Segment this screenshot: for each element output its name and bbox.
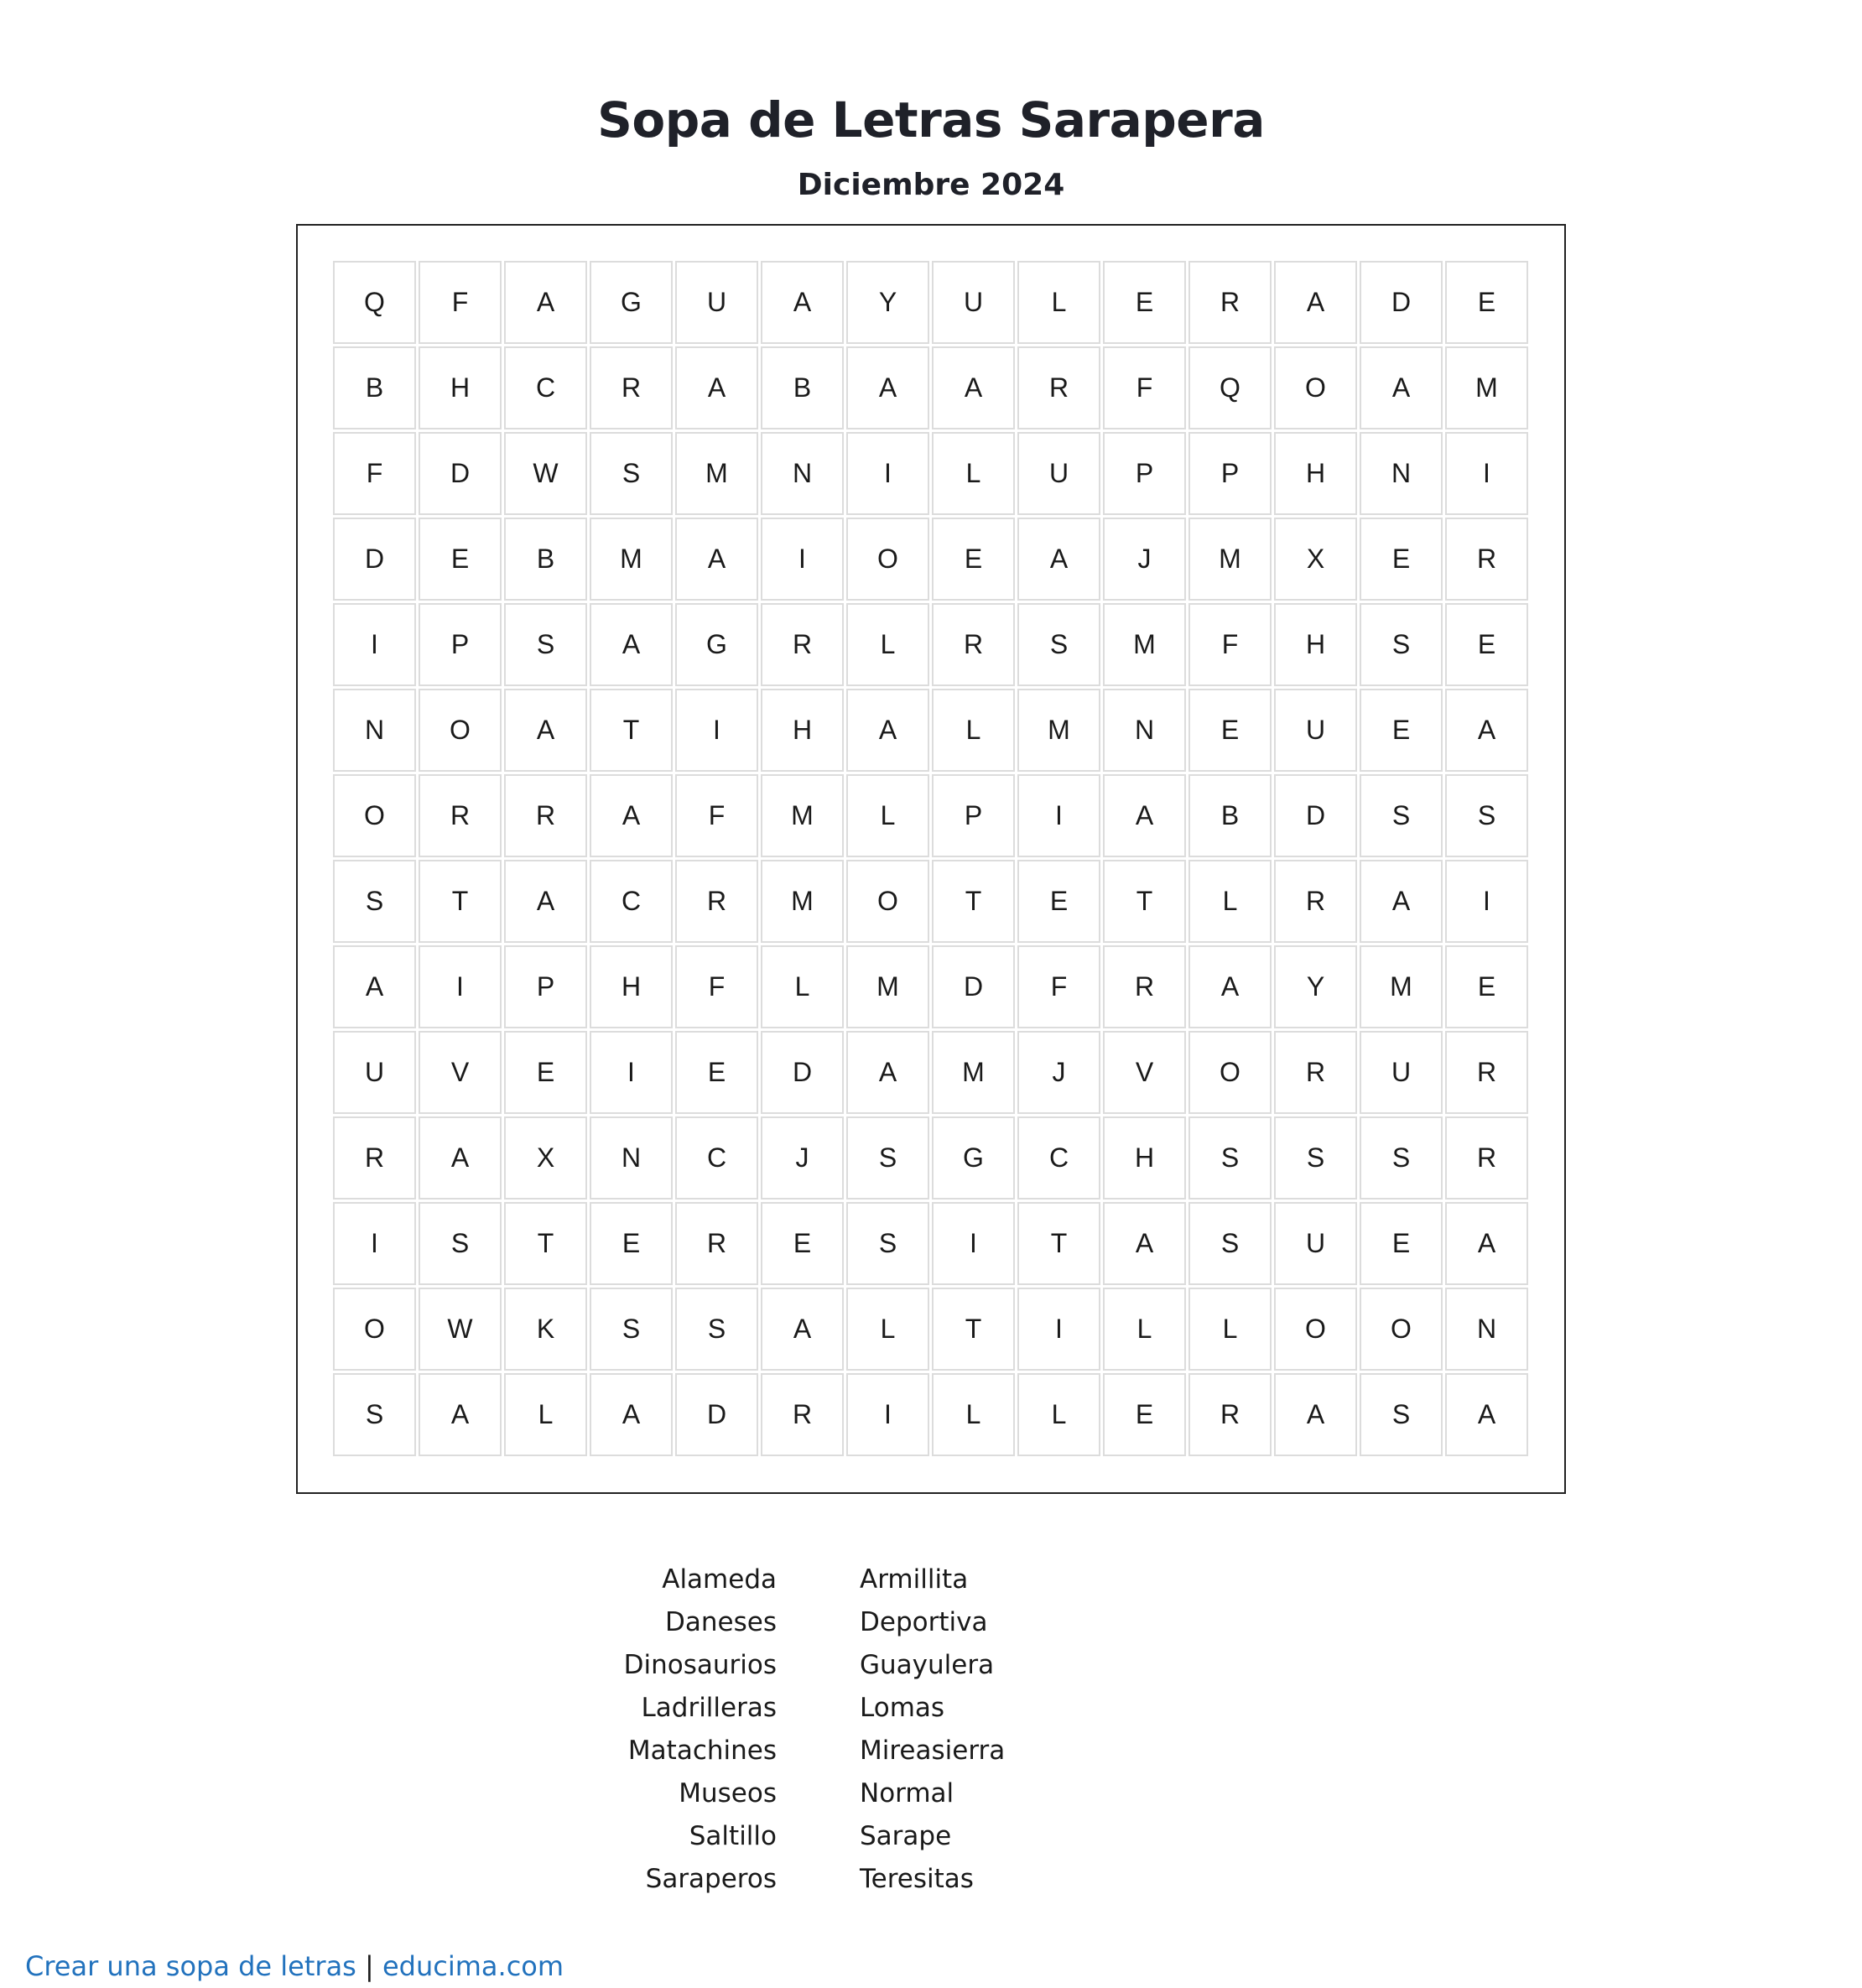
letter-cell[interactable]: H [419, 346, 502, 429]
letter-cell[interactable]: A [504, 689, 587, 772]
letter-cell[interactable]: N [1103, 689, 1186, 772]
letter-cell[interactable]: S [1188, 1116, 1272, 1200]
letter-cell[interactable]: L [932, 432, 1015, 515]
letter-cell[interactable]: I [1017, 774, 1100, 857]
letter-cell[interactable]: S [333, 1373, 416, 1456]
letter-cell[interactable]: R [419, 774, 502, 857]
letter-cell[interactable]: V [1103, 1031, 1186, 1114]
letter-cell[interactable]: H [1274, 432, 1357, 515]
letter-cell[interactable]: T [590, 689, 673, 772]
letter-cell[interactable]: U [1274, 689, 1357, 772]
letter-cell[interactable]: N [761, 432, 844, 515]
letter-cell[interactable]: M [932, 1031, 1015, 1114]
letter-cell[interactable]: S [1360, 603, 1443, 686]
letter-cell[interactable]: K [504, 1288, 587, 1371]
letter-cell[interactable]: A [590, 603, 673, 686]
letter-cell[interactable]: E [1103, 261, 1186, 344]
letter-cell[interactable]: F [1017, 945, 1100, 1028]
letter-cell[interactable]: E [419, 518, 502, 601]
letter-cell[interactable]: E [1445, 945, 1528, 1028]
letter-cell[interactable]: E [1103, 1373, 1186, 1456]
letter-cell[interactable]: H [761, 689, 844, 772]
letter-cell[interactable]: A [1103, 774, 1186, 857]
letter-cell[interactable]: C [590, 860, 673, 943]
letter-cell[interactable]: A [846, 1031, 929, 1114]
letter-cell[interactable]: S [590, 432, 673, 515]
letter-cell[interactable]: L [1188, 1288, 1272, 1371]
letter-cell[interactable]: O [1274, 1288, 1357, 1371]
letter-cell[interactable]: E [1360, 689, 1443, 772]
letter-cell[interactable]: P [419, 603, 502, 686]
letter-cell[interactable]: L [1103, 1288, 1186, 1371]
word-list-item: Saltillo [689, 1821, 777, 1851]
letter-cell[interactable]: R [675, 860, 758, 943]
letter-cell[interactable]: A [675, 518, 758, 601]
letter-cell[interactable]: I [932, 1202, 1015, 1285]
letter-cell[interactable]: A [504, 860, 587, 943]
letter-cell[interactable]: B [333, 346, 416, 429]
letter-cell[interactable]: F [675, 774, 758, 857]
letter-cell[interactable]: E [1360, 518, 1443, 601]
letter-cell[interactable]: Y [1274, 945, 1357, 1028]
word-list-left-column [624, 1559, 777, 1901]
letter-cell[interactable]: D [419, 432, 502, 515]
letter-cell[interactable]: R [1188, 261, 1272, 344]
letter-cell[interactable]: X [504, 1116, 587, 1200]
letter-cell[interactable]: V [419, 1031, 502, 1114]
letter-cell[interactable]: R [761, 1373, 844, 1456]
letter-cell[interactable]: D [1274, 774, 1357, 857]
letter-cell[interactable]: N [333, 689, 416, 772]
letter-cell[interactable]: O [846, 860, 929, 943]
letter-cell[interactable]: A [1445, 1202, 1528, 1285]
letter-cell[interactable]: R [590, 346, 673, 429]
letter-cell[interactable]: A [333, 945, 416, 1028]
word-list-item: Sarape [860, 1821, 952, 1851]
letter-cell[interactable]: P [504, 945, 587, 1028]
letter-cell[interactable]: L [846, 1288, 929, 1371]
letter-cell[interactable]: M [1017, 689, 1100, 772]
letter-cell[interactable]: M [846, 945, 929, 1028]
letter-cell[interactable]: Y [846, 261, 929, 344]
letter-cell[interactable]: L [1017, 1373, 1100, 1456]
letter-cell[interactable]: M [590, 518, 673, 601]
letter-cell[interactable]: D [761, 1031, 844, 1114]
letter-cell[interactable]: W [504, 432, 587, 515]
letter-cell[interactable]: T [1103, 860, 1186, 943]
letter-cell[interactable]: A [1274, 1373, 1357, 1456]
letter-cell[interactable]: S [1017, 603, 1100, 686]
letter-cell[interactable]: L [1188, 860, 1272, 943]
letter-cell[interactable]: R [1017, 346, 1100, 429]
letter-cell[interactable]: U [1360, 1031, 1443, 1114]
letter-cell[interactable]: S [419, 1202, 502, 1285]
word-list-item: Teresitas [860, 1864, 974, 1894]
letter-cell[interactable]: P [1188, 432, 1272, 515]
letter-cell[interactable]: R [1103, 945, 1186, 1028]
letter-cell[interactable]: A [590, 774, 673, 857]
letter-cell[interactable]: Q [333, 261, 416, 344]
letter-cell[interactable]: R [1188, 1373, 1272, 1456]
letter-cell[interactable]: M [761, 860, 844, 943]
letter-cell[interactable]: N [1360, 432, 1443, 515]
letter-cell[interactable]: L [846, 774, 929, 857]
letter-cell[interactable]: L [1017, 261, 1100, 344]
footer-separator: | [365, 1950, 374, 1982]
letter-cell[interactable]: S [1360, 1373, 1443, 1456]
letter-cell[interactable]: D [1360, 261, 1443, 344]
letter-cell[interactable]: E [1360, 1202, 1443, 1285]
letter-cell[interactable]: O [1274, 346, 1357, 429]
letter-cell[interactable]: E [590, 1202, 673, 1285]
letter-cell[interactable]: S [846, 1116, 929, 1200]
letter-cell[interactable]: A [590, 1373, 673, 1456]
letter-cell[interactable]: I [1017, 1288, 1100, 1371]
puzzle-frame [296, 224, 1566, 1494]
letter-cell[interactable]: S [1360, 774, 1443, 857]
word-list-item: Dinosaurios [623, 1650, 777, 1680]
letter-cell[interactable]: S [1360, 1116, 1443, 1200]
letter-cell[interactable]: C [675, 1116, 758, 1200]
letter-cell[interactable]: S [846, 1202, 929, 1285]
letter-cell[interactable]: O [333, 774, 416, 857]
word-list-item: Daneses [665, 1607, 777, 1637]
letter-cell[interactable]: O [419, 689, 502, 772]
letter-cell[interactable]: R [1445, 518, 1528, 601]
letter-cell[interactable]: A [932, 346, 1015, 429]
letter-cell[interactable]: B [761, 346, 844, 429]
letter-cell[interactable]: C [504, 346, 587, 429]
letter-cell[interactable]: L [504, 1373, 587, 1456]
letter-cell[interactable]: E [675, 1031, 758, 1114]
letter-cell[interactable]: I [419, 945, 502, 1028]
letter-cell[interactable]: U [1017, 432, 1100, 515]
letter-cell[interactable]: L [932, 689, 1015, 772]
letter-cell[interactable]: E [1445, 603, 1528, 686]
word-list-item: Saraperos [645, 1864, 777, 1894]
letter-cell[interactable]: R [504, 774, 587, 857]
letter-cell[interactable]: A [846, 689, 929, 772]
letter-cell[interactable]: T [932, 860, 1015, 943]
letter-cell[interactable]: R [761, 603, 844, 686]
letter-cell[interactable]: T [1017, 1202, 1100, 1285]
page-title: Sopa de Letras Sarapera [597, 91, 1265, 148]
letter-cell[interactable]: A [504, 261, 587, 344]
footer [25, 1948, 564, 1985]
create-word-search-link[interactable]: Crear una sopa de letras [25, 1950, 356, 1982]
letter-cell[interactable]: O [1188, 1031, 1272, 1114]
letter-cell[interactable]: A [1360, 346, 1443, 429]
letter-cell[interactable]: G [932, 1116, 1015, 1200]
letter-cell[interactable]: S [675, 1288, 758, 1371]
letter-cell[interactable]: G [590, 261, 673, 344]
letter-cell[interactable]: E [1017, 860, 1100, 943]
letter-cell[interactable]: E [1188, 689, 1272, 772]
letter-cell[interactable]: A [761, 261, 844, 344]
word-list-item: Armillita [860, 1564, 969, 1595]
letter-cell[interactable]: R [932, 603, 1015, 686]
educima-site-link[interactable]: educima.com [382, 1950, 564, 1982]
word-list [0, 1559, 1862, 1911]
letter-cell[interactable]: T [419, 860, 502, 943]
letter-cell[interactable]: M [1445, 346, 1528, 429]
letter-cell[interactable]: F [419, 261, 502, 344]
word-list-item: Alameda [662, 1564, 777, 1595]
letter-cell[interactable]: E [761, 1202, 844, 1285]
letter-cell[interactable]: O [1360, 1288, 1443, 1371]
letter-cell[interactable]: M [1360, 945, 1443, 1028]
letter-cell[interactable]: R [1274, 860, 1357, 943]
letter-cell[interactable]: S [590, 1288, 673, 1371]
word-list-item: Normal [860, 1778, 954, 1808]
letter-cell[interactable]: X [1274, 518, 1357, 601]
letter-cell[interactable]: F [675, 945, 758, 1028]
letter-cell[interactable]: M [1103, 603, 1186, 686]
letter-cell[interactable]: J [761, 1116, 844, 1200]
letter-cell[interactable]: G [675, 603, 758, 686]
letter-cell[interactable]: N [590, 1116, 673, 1200]
letter-cell[interactable]: H [590, 945, 673, 1028]
page-subtitle: Diciembre 2024 [797, 168, 1065, 202]
letter-cell[interactable]: R [1445, 1116, 1528, 1200]
letter-cell[interactable]: H [1103, 1116, 1186, 1200]
word-list-item: Lomas [860, 1693, 945, 1723]
letter-cell[interactable]: U [932, 261, 1015, 344]
letter-cell[interactable]: D [675, 1373, 758, 1456]
letter-cell[interactable]: O [333, 1288, 416, 1371]
letter-cell[interactable]: I [675, 689, 758, 772]
letter-cell[interactable]: T [932, 1288, 1015, 1371]
letter-cell[interactable]: C [1017, 1116, 1100, 1200]
letter-cell[interactable]: F [333, 432, 416, 515]
letter-cell[interactable]: E [932, 518, 1015, 601]
letter-cell[interactable]: A [1103, 1202, 1186, 1285]
letter-cell[interactable]: L [932, 1373, 1015, 1456]
letter-cell[interactable]: A [761, 1288, 844, 1371]
letter-cell[interactable]: U [675, 261, 758, 344]
letter-cell[interactable]: B [504, 518, 587, 601]
letter-cell[interactable]: M [1188, 518, 1272, 601]
letter-cell[interactable]: J [1103, 518, 1186, 601]
letter-cell[interactable]: N [1445, 1288, 1528, 1371]
letter-cell[interactable]: I [333, 603, 416, 686]
letter-cell[interactable]: R [675, 1202, 758, 1285]
letter-grid [333, 261, 1528, 1456]
word-list-item: Ladrilleras [641, 1693, 777, 1723]
letter-cell[interactable]: I [846, 432, 929, 515]
letter-cell[interactable]: D [333, 518, 416, 601]
letter-cell[interactable]: A [846, 346, 929, 429]
letter-cell[interactable]: H [1274, 603, 1357, 686]
letter-cell[interactable]: D [932, 945, 1015, 1028]
word-list-item: Museos [679, 1778, 777, 1808]
word-list-right-column [860, 1559, 1005, 1901]
letter-cell[interactable]: I [846, 1373, 929, 1456]
letter-cell[interactable]: L [846, 603, 929, 686]
letter-cell[interactable]: A [1017, 518, 1100, 601]
letter-cell[interactable]: S [504, 603, 587, 686]
letter-cell[interactable]: I [590, 1031, 673, 1114]
letter-cell[interactable]: P [1103, 432, 1186, 515]
letter-cell[interactable]: P [932, 774, 1015, 857]
letter-cell[interactable]: A [419, 1373, 502, 1456]
letter-cell[interactable]: A [1274, 261, 1357, 344]
letter-cell[interactable]: J [1017, 1031, 1100, 1114]
letter-cell[interactable]: A [1445, 1373, 1528, 1456]
letter-cell[interactable]: U [1274, 1202, 1357, 1285]
letter-cell[interactable]: I [1445, 432, 1528, 515]
letter-cell[interactable]: L [761, 945, 844, 1028]
letter-cell[interactable]: W [419, 1288, 502, 1371]
letter-cell[interactable]: Q [1188, 346, 1272, 429]
letter-cell[interactable]: A [1188, 945, 1272, 1028]
letter-cell[interactable]: A [419, 1116, 502, 1200]
letter-cell[interactable]: R [1445, 1031, 1528, 1114]
letter-cell[interactable]: S [1188, 1202, 1272, 1285]
word-list-item: Mireasierra [860, 1736, 1006, 1766]
word-list-item: Guayulera [860, 1650, 995, 1680]
letter-cell[interactable]: S [1274, 1116, 1357, 1200]
letter-cell[interactable]: B [1188, 774, 1272, 857]
letter-cell[interactable]: E [504, 1031, 587, 1114]
letter-cell[interactable]: F [1103, 346, 1186, 429]
letter-cell[interactable]: U [333, 1031, 416, 1114]
letter-cell[interactable]: A [1360, 860, 1443, 943]
letter-cell[interactable]: I [1445, 860, 1528, 943]
letter-cell[interactable]: F [1188, 603, 1272, 686]
letter-cell[interactable]: O [846, 518, 929, 601]
word-list-item: Matachines [627, 1736, 777, 1766]
letter-cell[interactable]: S [333, 860, 416, 943]
letter-cell[interactable]: I [761, 518, 844, 601]
letter-cell[interactable]: M [761, 774, 844, 857]
letter-cell[interactable]: R [1274, 1031, 1357, 1114]
letter-cell[interactable]: S [1445, 774, 1528, 857]
letter-cell[interactable]: M [675, 432, 758, 515]
letter-cell[interactable]: A [675, 346, 758, 429]
letter-cell[interactable]: A [1445, 689, 1528, 772]
letter-cell[interactable]: T [504, 1202, 587, 1285]
letter-cell[interactable]: E [1445, 261, 1528, 344]
letter-cell[interactable]: R [333, 1116, 416, 1200]
letter-cell[interactable]: I [333, 1202, 416, 1285]
word-list-item: Deportiva [860, 1607, 988, 1637]
